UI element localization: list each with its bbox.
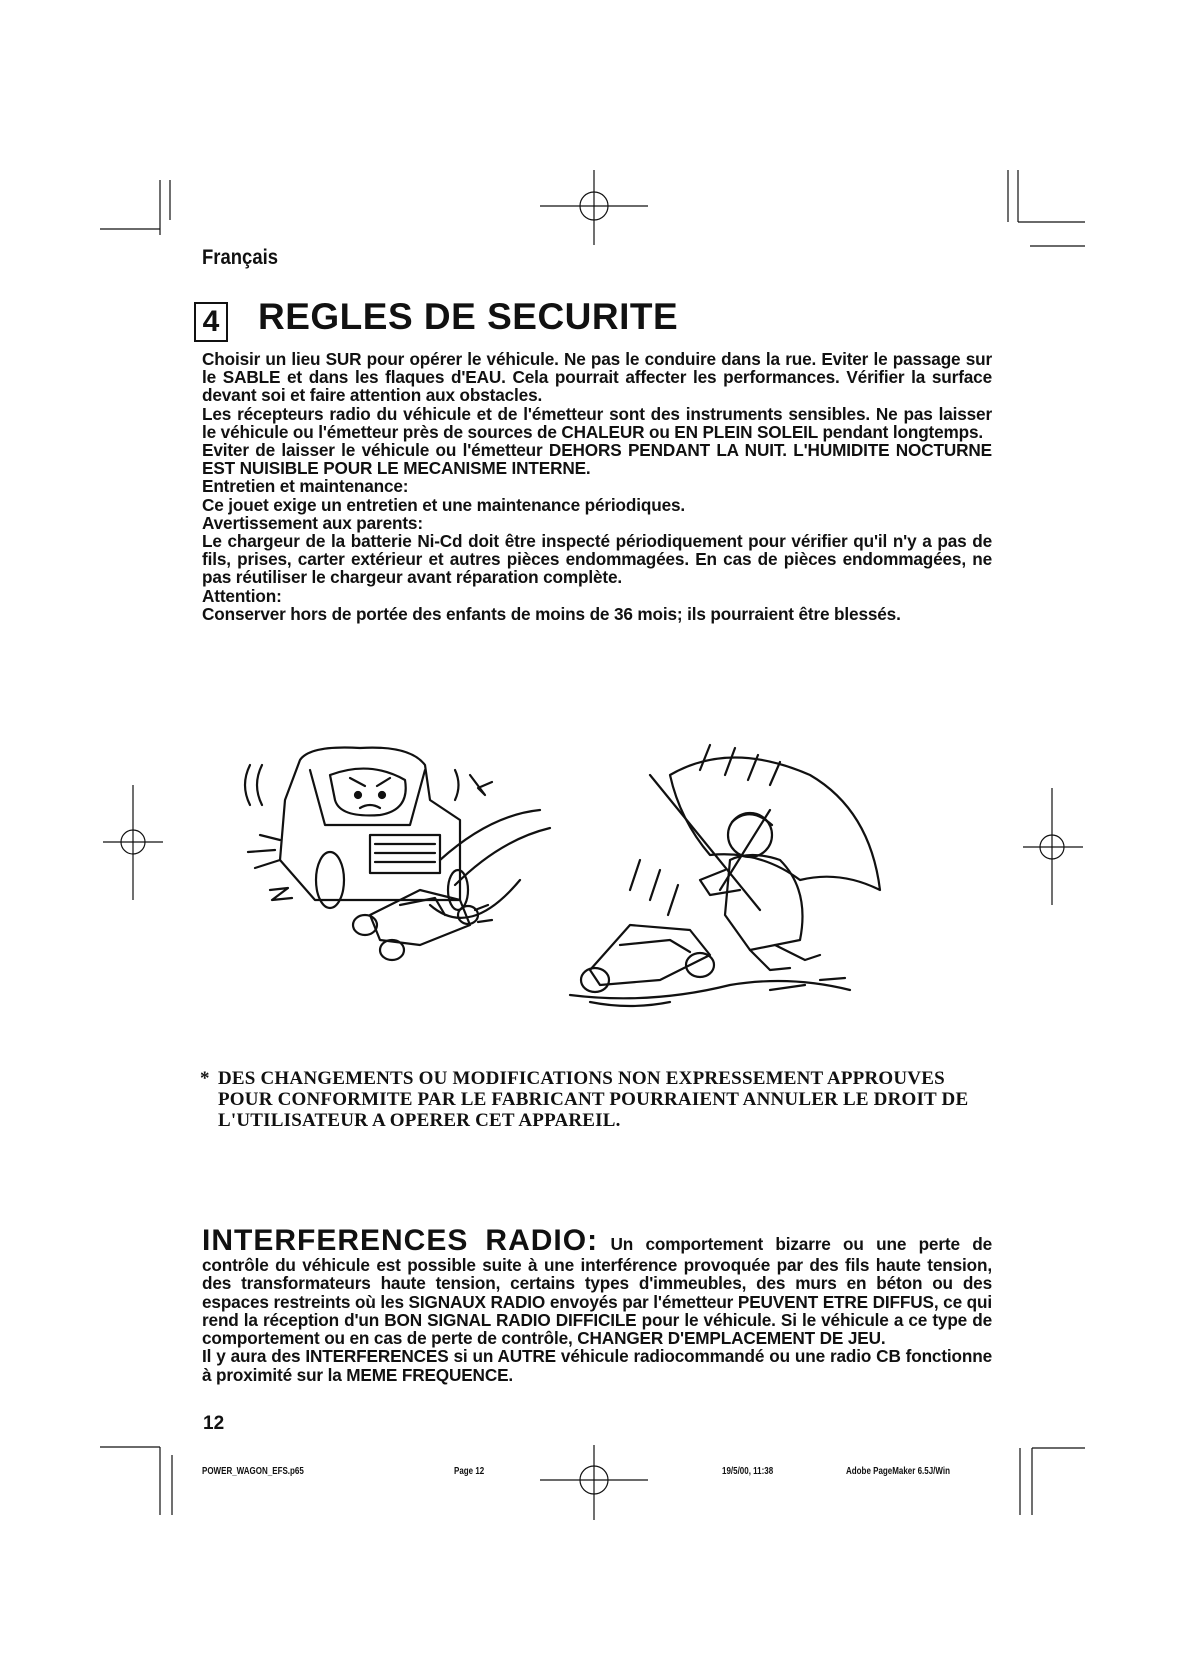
page-number: 12 (203, 1413, 225, 1434)
subheading-maintenance: Entretien et maintenance: (202, 476, 409, 497)
safety-paragraph: Choisir un lieu SUR pour opérer le véhicule. Ne pas le conduire dans la rue. Eviter le passage sur le SABLE et dans les flaques d'EAU. Cela pourrait affecter les performances. Vérifier la surface devant soi et faire attention aux obstacles. (202, 349, 992, 406)
interference-paragraph-2: Il y aura des INTERFERENCES si un AUTRE véhicule radiocommandé ou une radio CB fonctionne à proximité sur la MEME FREQUENCE. (202, 1346, 992, 1385)
language-label: Français (202, 246, 279, 269)
warning-notice (200, 1068, 990, 1131)
safety-paragraph: Le chargeur de la batterie Ni-Cd doit être inspecté périodiquement pour vérifier qu'il n'y a pas de fils, prises, carter extérieur et autres pièces endommagées. En cas de pièces endommagées, ne pas réutiliser le chargeur avant réparation complète. (202, 531, 992, 588)
angry-car-drawing (245, 748, 550, 961)
safety-paragraph: Eviter de laisser le véhicule ou l'émetteur DEHORS PENDANT LA NUIT. L'HUMIDITE NOCTURNE EST NUISIBLE POUR LE MECANISME INTERNE. (202, 440, 992, 479)
interference-paragraph-1 (202, 1226, 992, 1347)
footer-app: Adobe PageMaker 6.5J/Win (846, 1466, 950, 1477)
section-title: REGLES DE SECURITE (258, 296, 679, 337)
subheading-parents: Avertissement aux parents: (202, 512, 423, 533)
radio-interference-section (202, 1226, 992, 1384)
interference-heading: INTERFERENCES RADIO: (202, 1224, 599, 1257)
section-number-box: 4 (194, 302, 228, 342)
warning-asterisk: * (200, 1068, 210, 1089)
rain-umbrella-drawing (570, 745, 880, 1006)
subheading-attention: Attention: (202, 585, 282, 606)
footer-date: 19/5/00, 11:38 (722, 1466, 774, 1477)
safety-paragraph: Conserver hors de portée des enfants de moins de 36 mois; ils pourraient être blessés. (202, 603, 901, 624)
warning-text: DES CHANGEMENTS OU MODIFICATIONS NON EXPRESSEMENT APPROUVES POUR CONFORMITE PAR LE FABRICANT POURRAIENT ANNULER LE DROIT DE L'UTILISATEUR A OPERER CET APPAREIL. (218, 1068, 969, 1131)
footer-page: Page 12 (454, 1466, 485, 1477)
safety-rules-text (202, 350, 992, 623)
footer-filename: POWER_WAGON_EFS.p65 (202, 1466, 304, 1477)
safety-paragraph: Les récepteurs radio du véhicule et de l'émetteur sont des instruments sensibles. Ne pas laisser le véhicule ou l'émetteur près de sources de CHALEUR ou EN PLEIN SOLEIL pendant longtemps. (202, 403, 992, 442)
interference-text: Un comportement bizarre ou une perte de contrôle du véhicule est possible suite à une interférence provoquée par des fils haute tension, des transformateurs haute tension, certains types d'immeubles, des murs en béton ou des espaces restreints où les SIGNAUX RADIO envoyés par l'émetteur PEUVENT ETRE DIFFUS, ce qui rend la réception d'un BON SIGNAL RADIO DIFFICILE pour le véhicule. Si le véhicule a ce type de comportement ou en cas de perte de contrôle, CHANGER D'EMPLACEMENT DE JEU. (202, 1234, 992, 1349)
safety-illustrations (230, 740, 960, 1050)
safety-paragraph: Ce jouet exige un entretien et une maintenance périodiques. (202, 494, 686, 515)
